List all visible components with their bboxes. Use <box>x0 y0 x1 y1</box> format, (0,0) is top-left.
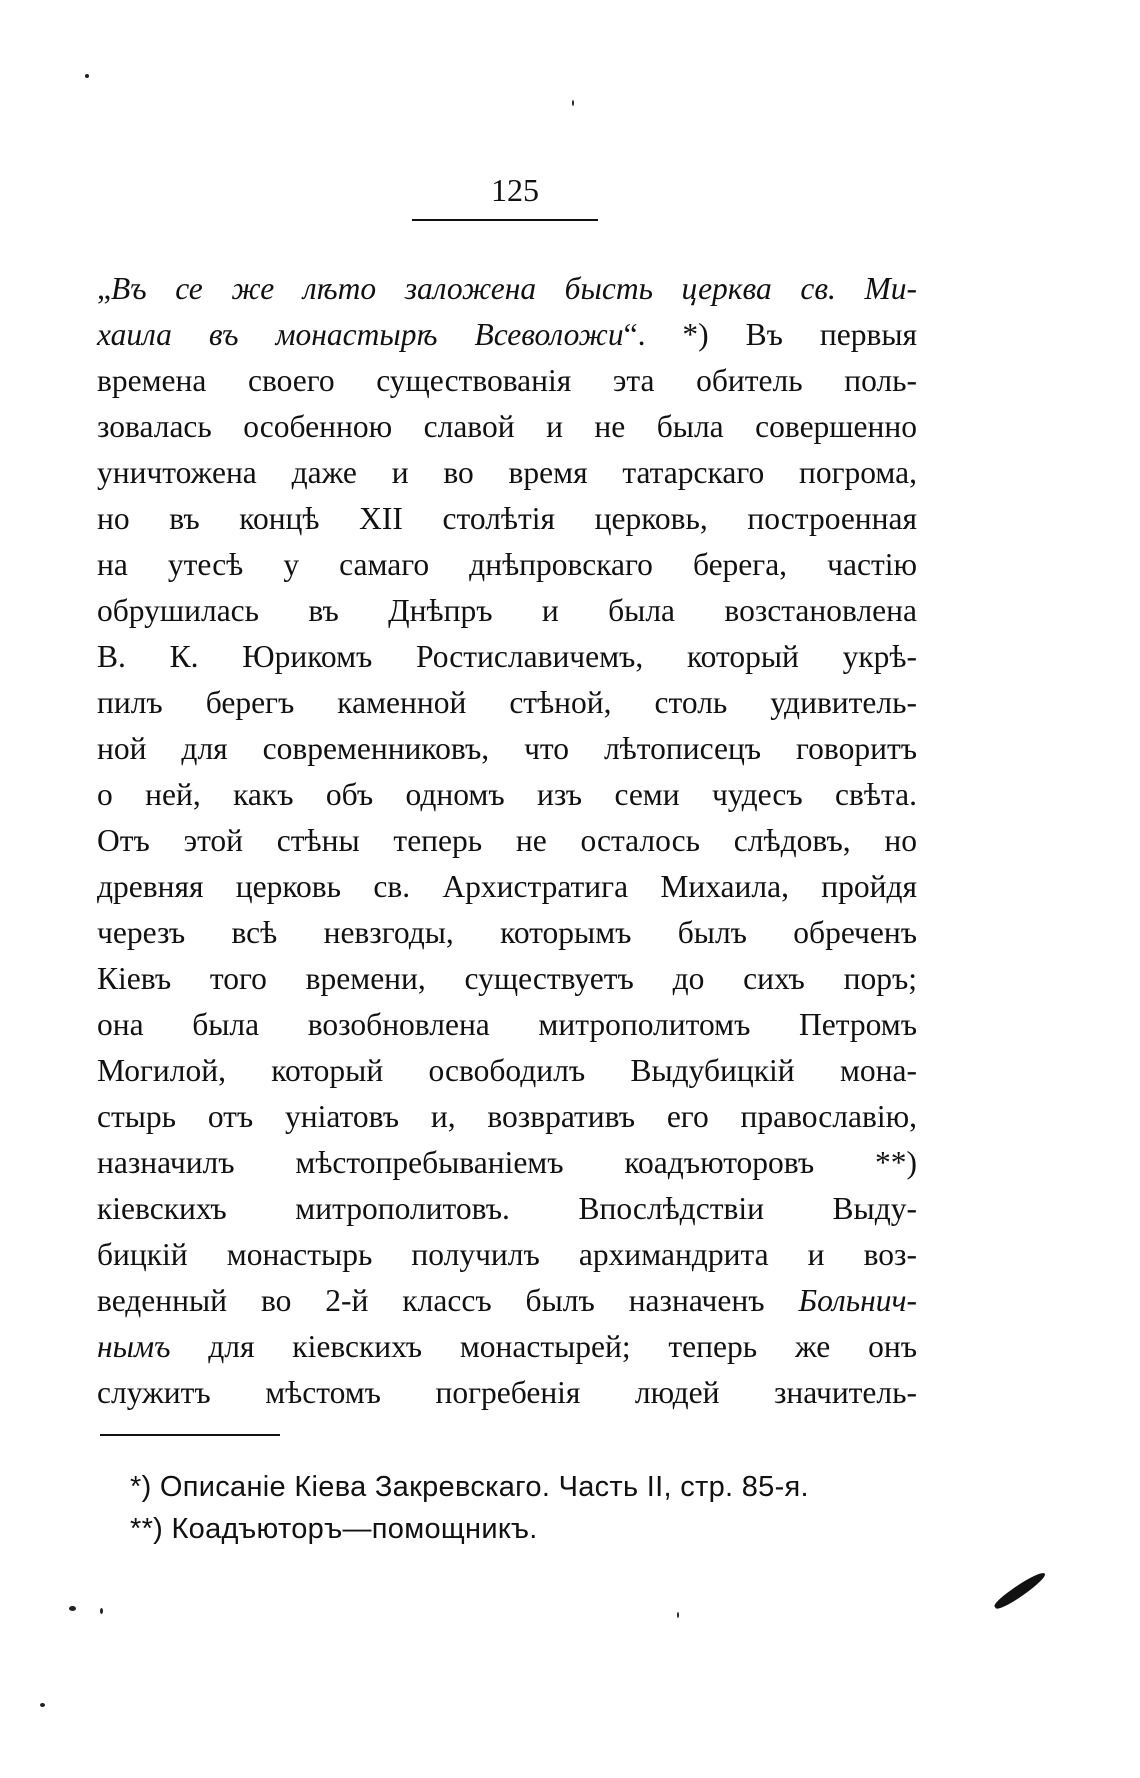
text-segment: “. *) Въ первыя <box>623 317 918 352</box>
text-line <box>97 1094 917 1140</box>
scan-speck <box>100 1608 103 1614</box>
text-segment: зовалась особенною славой и не была совершенно <box>97 409 917 444</box>
text-segment: о ней, какъ объ одномъ изъ семи чудесъ свѣта. <box>97 777 917 812</box>
italic-quote-segment: Въ се же лѣто заложена бысть церква св. Ми- <box>110 271 917 306</box>
text-line <box>97 312 917 358</box>
text-line <box>97 772 917 818</box>
text-segment: бицкій монастырь получилъ архимандрита и воз- <box>97 1237 917 1272</box>
text-line <box>97 450 917 496</box>
text-line <box>97 818 917 864</box>
scan-speck <box>572 100 574 106</box>
text-segment: Кіевъ того времени, существуетъ до сихъ поръ; <box>97 961 917 996</box>
text-segment: пилъ берегъ каменной стѣной, столь удивитель- <box>97 685 917 720</box>
text-segment: для кіевскихъ монастырей; теперь же онъ <box>170 1329 917 1364</box>
text-segment: древняя церковь св. Архистратига Михаила, пройдя <box>97 869 917 904</box>
text-segment: служитъ мѣстомъ погребенія людей значитель- <box>97 1375 917 1410</box>
footnote-1: *) Описаніе Кіева Закревскаго. Часть II, стр. 85-я. <box>130 1471 809 1503</box>
text-line <box>97 1048 917 1094</box>
text-segment: Могилой, который освободилъ Выдубицкій мона- <box>97 1053 917 1088</box>
text-line <box>97 496 917 542</box>
text-segment: В. К. Юрикомъ Ростиславичемъ, который укрѣ- <box>97 639 917 674</box>
text-segment: Отъ этой стѣны теперь не осталось слѣдовъ, но <box>97 823 917 858</box>
italic-quote-segment: Больнич- <box>798 1283 917 1318</box>
text-line <box>97 358 917 404</box>
scan-ink-smudge <box>992 1569 1047 1612</box>
text-line <box>97 910 917 956</box>
text-segment: на утесѣ у самаго днѣпровскаго берега, частію <box>97 547 917 582</box>
text-line <box>97 634 917 680</box>
text-line <box>97 404 917 450</box>
text-segment: кіевскихъ митрополитовъ. Впослѣдствіи Выду- <box>97 1191 917 1226</box>
scan-speck <box>677 1612 679 1618</box>
body-text <box>97 266 917 1416</box>
text-line <box>97 1278 917 1324</box>
text-line <box>97 864 917 910</box>
footnotes <box>130 1466 920 1550</box>
text-line <box>97 542 917 588</box>
text-segment: она была возобновлена митрополитомъ Петромъ <box>97 1007 917 1042</box>
footnote-rule <box>100 1434 280 1436</box>
text-segment: веденный во 2-й классъ былъ назначенъ <box>97 1283 799 1318</box>
scan-speck <box>85 74 89 78</box>
text-segment: стырь отъ уніатовъ и, возвративъ его православію, <box>97 1099 917 1134</box>
text-segment: ной для современниковъ, что лѣтописецъ говоритъ <box>97 731 917 766</box>
italic-quote-segment: хаила въ монастырѣ Всеволожи <box>97 317 624 352</box>
text-line <box>97 588 917 634</box>
italic-quote-segment: нымъ <box>97 1329 171 1364</box>
text-segment: назначилъ мѣстопребываніемъ коадъюторовъ **) <box>97 1145 917 1180</box>
text-line <box>97 1324 917 1370</box>
text-segment: времена своего существованія эта обитель поль- <box>97 363 917 398</box>
text-line <box>97 1186 917 1232</box>
text-line <box>97 1140 917 1186</box>
text-segment: „ <box>97 271 111 306</box>
text-segment: черезъ всѣ невзгоды, которымъ былъ обреченъ <box>97 915 917 950</box>
page-number-rule <box>412 219 598 221</box>
text-line <box>97 956 917 1002</box>
page-number: 125 <box>491 172 539 208</box>
text-line <box>97 1370 917 1416</box>
text-segment: уничтожена даже и во время татарскаго погрома, <box>97 455 917 490</box>
text-segment: но въ концѣ XII столѣтія церковь, построенная <box>97 501 917 536</box>
scan-speck <box>69 1606 76 1611</box>
text-line <box>97 1002 917 1048</box>
text-line <box>97 680 917 726</box>
text-line <box>97 266 917 312</box>
scan-speck <box>40 1703 45 1707</box>
text-line <box>97 1232 917 1278</box>
footnote-2: **) Коадъюторъ—помощникъ. <box>130 1513 538 1545</box>
text-line <box>97 726 917 772</box>
text-segment: обрушилась въ Днѣпръ и была возстановлена <box>97 593 917 628</box>
